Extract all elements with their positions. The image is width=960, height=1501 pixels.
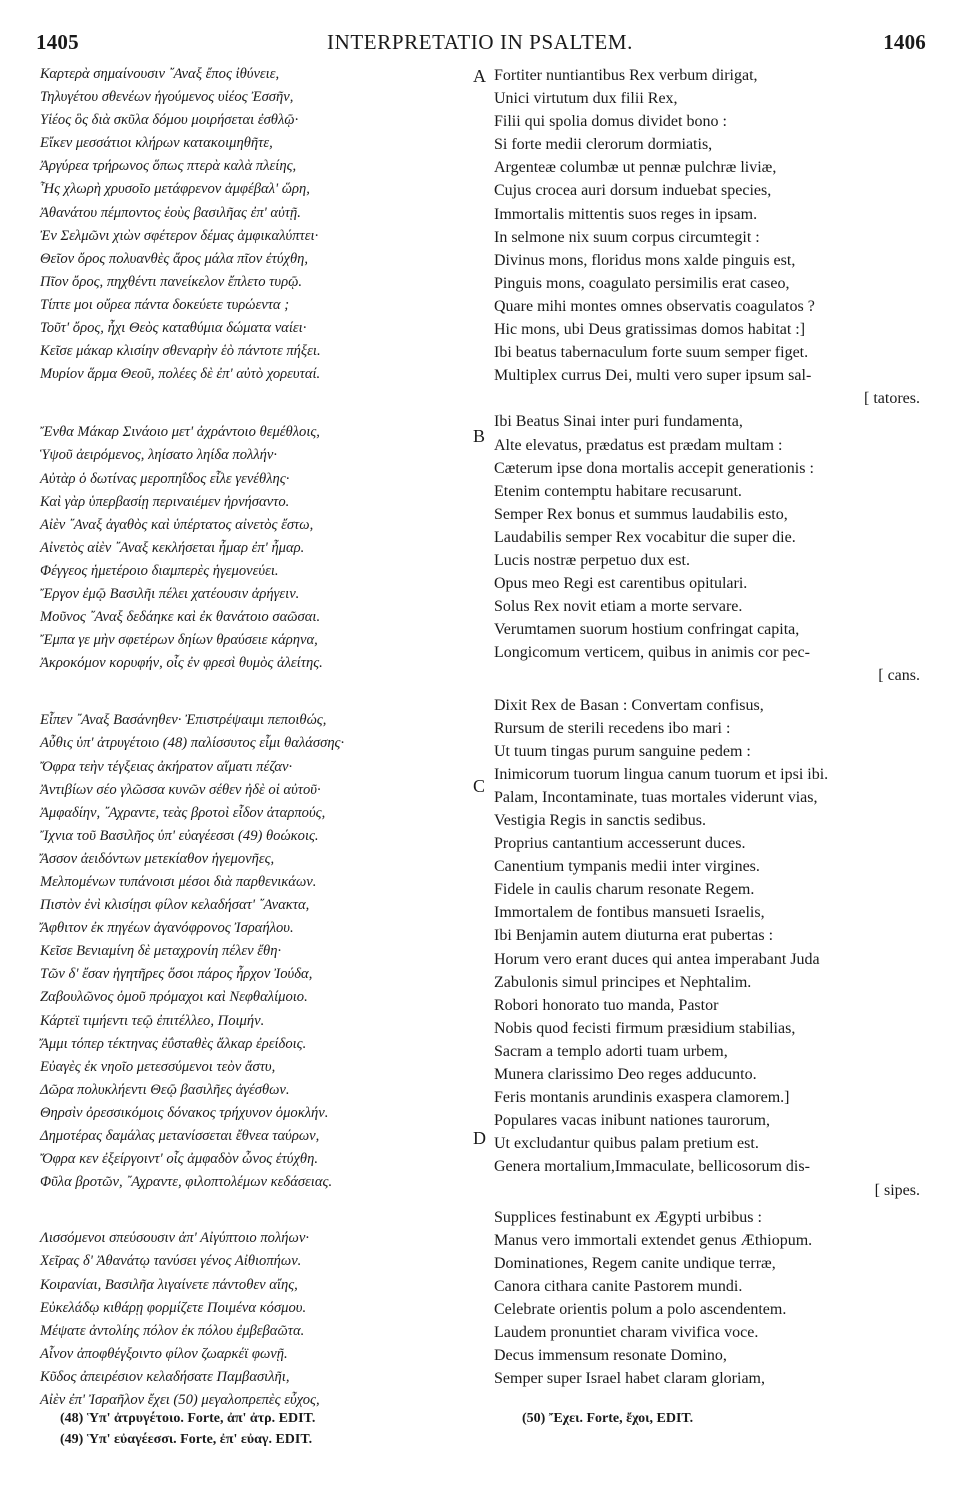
latin-line: Canora cithara canite Pastorem mundi.	[494, 1277, 743, 1295]
latin-line: Dominationes, Regem canite undique terræ,	[494, 1254, 776, 1272]
greek-line: Ζαβουλῶνος ὁμοῦ πρόμαχοι καὶ Νεφθαλίμοιο.	[40, 989, 308, 1006]
verse-continuation: [ sipes.	[874, 1181, 920, 1199]
greek-line: Ὄφρα τεὴν τέγξειας ἀκήρατον αἵματι πέζαν·	[40, 758, 293, 775]
greek-line: Κεῖσε Βενιαμίνη δὲ μεταχρονίη πέλεν ἔθη·	[40, 943, 282, 960]
greek-line: Εὐαγὲς ἐκ νηοῖο μετεσσύμενοι τεὸν ἄστυ,	[40, 1058, 276, 1075]
latin-line: Munera clarissimo Deo reges adducunto.	[494, 1066, 757, 1084]
latin-line: Robori honorato tuo manda, Pastor	[494, 996, 719, 1014]
latin-line: Cujus crocea auri dorsum induebat species,	[494, 182, 772, 200]
latin-line: Immortalem de fontibus mansueti Israelis,	[494, 904, 765, 922]
latin-line: Proprius cantantium accesserunt duces.	[494, 835, 746, 853]
greek-line: Κεῖσε μάκαρ κλισίην σθεναρὴν ἑὸ πάντοτε πήξει.	[40, 343, 321, 360]
latin-line: Nobis quod fecisti firmum præsidium stabilias,	[494, 1019, 796, 1037]
latin-line: Dixit Rex de Basan : Convertam confisus,	[494, 696, 764, 714]
latin-line: Ut tuum tingas purum sanguine pedem :	[494, 742, 751, 760]
latin-line: Multiplex currus Dei, multi vero super ipsum sal-	[494, 367, 812, 385]
footnote: (49) Ὑπ' εὐαγέεσσι. Forte, ἐπ' εὐαγ. EDIT.	[60, 1432, 313, 1447]
latin-line: Manus vero immortali extendet genus Æthiopum.	[494, 1231, 813, 1249]
latin-line: Opus meo Regi est carentibus opitulari.	[494, 575, 748, 593]
section-marker-b: B	[473, 426, 486, 446]
greek-line: Ὄφρα κεν ἐξείργοιντ' οἷς ἀμφαδὸν ὦνος ἐτύχθη.	[40, 1151, 318, 1168]
greek-line: Τηλυγέτου σθενέων ἡγούμενος υἱέος Ἐσσῆν,	[40, 89, 294, 106]
latin-line: Ibi Benjamin autem diuturna erat pubertas :	[494, 927, 774, 945]
latin-line: Laudem pronuntiet charam vivifica voce.	[494, 1324, 759, 1342]
latin-line: Si forte medii clerorum dormiatis,	[494, 136, 713, 154]
latin-line: Ibi Beatus Sinai inter puri fundamenta,	[494, 413, 743, 431]
latin-line: Feris montanis arundinis exaspera clamorem.]	[494, 1089, 790, 1107]
greek-line: Κοιρανίαι, Βασιλῆα λιγαίνετε πάντοθεν αἴης,	[40, 1276, 298, 1293]
latin-column	[494, 64, 934, 1390]
greek-line: Ἀκροκόμον κορυφήν, οἷς ἐν φρεσὶ θυμὸς ἀλείτης.	[40, 655, 323, 672]
latin-line: Decus immensum resonate Domino,	[494, 1347, 727, 1365]
right-page-number: 1406	[883, 30, 926, 54]
section-marker-a: A	[473, 66, 486, 86]
greek-line: Κῦδος ἀπειρέσιον κελαδήσατε Παμβασιλῆι,	[40, 1368, 290, 1385]
running-title: INTERPRETATIO IN PSALTEM.	[327, 30, 633, 54]
latin-line: Ibi beatus tabernaculum forte suum semper figet.	[494, 344, 809, 362]
section-marker-c: C	[473, 776, 486, 796]
latin-line: Alte elevatus, prædatus est prædam multam :	[494, 436, 783, 454]
latin-line: Vestigia Regis in sanctis sedibus.	[494, 812, 706, 829]
greek-line: Θεῖον ὄρος πολυανθὲς ἄρος μάλα πῖον ἐτύχθη,	[40, 250, 309, 267]
greek-line: Ἐν Σελμῶνι χιὼν σφέτερον δέμας ἀμφικαλύπτει·	[40, 227, 319, 244]
latin-line: Horum vero erant duces qui antea imperabant Juda	[494, 950, 820, 968]
greek-line: Ἄμμι τόπερ τέκτηνας ἐΰσταθὲς ἄλκαρ ἐρείδοις.	[40, 1035, 307, 1052]
greek-line: Ἀργύρεα τρήρωνος ὅπως πτερὰ καλὰ πλείης,	[40, 158, 297, 175]
greek-line: Ἴχνια τοῦ Βασιλῆος ὑπ' εὐαγέεσσι (49) θοώκοις.	[40, 827, 319, 844]
latin-line: Divinus mons, floridus mons xalde pinguis est,	[494, 251, 796, 269]
greek-line: Χεῖρας δ' Ἀθανάτῳ τανύσει γένος Αἰθιοπήων.	[40, 1253, 302, 1270]
greek-line: Θηρσὶν ὀρεσσικόμοις δόνακος τρήχυνον ὁμοκλήν.	[40, 1104, 329, 1121]
greek-line: Πιστὸν ἐνὶ κλισίῃσι φίλον κελαδήσατ' ῎Ανακτα,	[40, 897, 310, 914]
greek-line: Λισσόμενοι σπεύσουσιν ἀπ' Αἰγύπτοιο πολήων·	[40, 1230, 309, 1247]
greek-line: Τῶν δ' ἔσαν ἡγητῆρες ὅσοι πάρος ἦρχον Ἰούδα,	[40, 966, 313, 983]
greek-line: Υἱέος ὃς διὰ σκῦλα δόμου μοιρήσεται ἐσθλῷ·	[40, 112, 299, 129]
greek-line: Δημοτέρας δαμάλας μετανίσσεται ἔθνεα ταύρων,	[40, 1128, 320, 1145]
latin-line: Genera mortalium,Immaculate, bellicosorum dis-	[494, 1158, 810, 1176]
latin-line: Celebrate orientis polum a polo ascendentem.	[494, 1300, 787, 1318]
greek-line: Ἧς χλωρὴ χρυσοῖο μετάφρενον ἀμφέβαλ' ὥρη,	[40, 181, 310, 198]
footnote: (50) Ἔχει. Forte, ἔχοι, EDIT.	[522, 1411, 694, 1426]
latin-line: Etenim contemptu habitare recusarunt.	[494, 482, 742, 500]
latin-line: Quare mihi montes omnes observatis coagulatos ?	[494, 297, 815, 315]
greek-line: Ἔνθα Μάκαρ Σινάοιο μετ' ἀχράντοιο θεμέθλοις,	[40, 424, 320, 441]
latin-line: Sacram a templo adorti tuam urbem,	[494, 1042, 728, 1060]
greek-line: Ὑψοῦ ἀειρόμενος, ληίσατο ληίδα πολλήν·	[40, 447, 278, 464]
greek-line: Φῦλα βροτῶν, ῎Αχραντε, φιλοπτολέμων κεδάσειας.	[40, 1174, 333, 1191]
greek-line: Φέγγεος ἡμετέροιο διαμπερὲς ἡγεμονεύει.	[40, 562, 279, 579]
latin-line: Immortalis mittentis suos reges in ipsam.	[494, 205, 758, 223]
latin-line: Zabulonis simul principes et Nephtalim.	[494, 973, 752, 991]
latin-line: Canentium tympanis medii inter virgines.	[494, 858, 760, 876]
latin-line: Hic mons, ubi Deus gratissimas domos habitat :]	[494, 321, 806, 339]
greek-line: Μοῦνος ῎Αναξ δεδάηκε καὶ ἐκ θανάτοιο σαῶσαι.	[40, 609, 321, 626]
footnote: (48) Ὑπ' ἀτρυγέτοιο. Forte, ἀπ' ἀτρ. EDIT.	[60, 1411, 316, 1426]
latin-line: Inimicorum tuorum lingua canum tuorum et ipsi ibi.	[494, 765, 829, 783]
greek-line: Αἰὲν ἐπ' Ἰσραῆλον ἔχει (50) μεγαλοπρεπὲς εὖχος,	[40, 1391, 320, 1408]
greek-line: Εἴκεν μεσσάτιοι κλήρων κατακοιμηθῆτε,	[40, 135, 273, 152]
latin-line: Solus Rex novit etiam a morte servare.	[494, 598, 743, 616]
latin-line: Longicomum verticem, quibus in animis cor pec-	[494, 644, 810, 662]
latin-line: Fidele in caulis charum resonate Regem.	[494, 881, 755, 899]
greek-line: Αὐτὰρ ὁ δωτίνας μεροπηΐδος εἷλε γενέθλης·	[40, 470, 290, 487]
greek-line: Αἰνετὸς αἰὲν ῎Αναξ κεκλήσεται ἦμαρ ἐπ' ἦμαρ.	[40, 539, 305, 556]
latin-line: Cæterum ipse dona mortalis accepit generationis :	[494, 459, 814, 477]
footnotes-left	[60, 1408, 480, 1450]
latin-line: Ut excludantur quibus palam pretium est.	[494, 1135, 759, 1153]
greek-line: Αὖθις ὑπ' ἀτρυγέτοιο (48) παλίσσυτος εἶμι θαλάσσης·	[40, 735, 345, 752]
verse-continuation: [ tatores.	[864, 390, 920, 408]
greek-line: Τοῦτ' ὄρος, ἧχι Θεὸς καταθύμια δώματα ναίει·	[40, 320, 307, 337]
greek-line: Πῖον ὄρος, πηχθέντι πανείκελον ἔπλετο τυρῷ.	[40, 273, 303, 290]
latin-line: Populares vacas inibunt nationes taurorum,	[494, 1112, 770, 1130]
section-marker-d: D	[473, 1128, 486, 1148]
latin-line: Pinguis mons, coagulato persimilis erat caseo,	[494, 274, 790, 292]
greek-line: Καὶ γὰρ ὑπερβασίῃ περιναιέμεν ἠρνήσαντο.	[40, 493, 290, 510]
greek-line: Αἰὲν ῎Αναξ ἀγαθὸς καὶ ὑπέρτατος αἰνετὸς ἔστω,	[40, 516, 314, 533]
greek-line: Μελπομένων τυπάνοισι μέσοι διὰ παρθενικάων.	[40, 874, 317, 890]
left-page-number: 1405	[36, 30, 79, 54]
latin-line: Palam, Incontaminate, tuas mortales viderunt vias,	[494, 788, 818, 806]
greek-line: Κάρτεϊ τιμήεντι τεῷ ἐπιτέλλεο, Ποιμήν.	[40, 1012, 265, 1029]
page-header	[0, 30, 960, 60]
latin-line: Supplices festinabunt ex Ægypti urbibus :	[494, 1208, 762, 1226]
latin-line: Verumtamen suorum hostium confringat capita,	[494, 621, 800, 639]
latin-line: Lucis nostræ perpetuo dux est.	[494, 551, 690, 569]
latin-line: Fortiter nuntiantibus Rex verbum dirigat,	[494, 67, 758, 84]
latin-line: Filii qui spolia domus dividet bono :	[494, 113, 727, 131]
greek-line: Ἀμφαδίην, ῎Αχραντε, τεὰς βροτοὶ εἶδον ἀταρπούς,	[40, 804, 326, 821]
greek-line: Εἶπεν ῎Αναξ Βασάνηθεν· Ἐπιστρέψαιμι πεποιθώς,	[40, 712, 327, 729]
greek-column	[40, 63, 480, 1412]
footnotes-right	[522, 1408, 922, 1429]
greek-line: Μυρίον ἅρμα Θεοῦ, πολέες δὲ ἐπ' αὐτὸ χορευταί.	[40, 366, 321, 383]
greek-line: Ἀθανάτου πέμποντος ἑοὺς βασιλῆας ἐπ' αὐτῇ.	[40, 204, 301, 221]
latin-line: Semper Rex bonus et summus laudabilis esto,	[494, 505, 788, 523]
greek-line: Ἀντιβίων σέο γλῶσσα κυνῶν σέθεν ἠδὲ οἱ αὐτοῦ·	[40, 781, 321, 798]
greek-line: Ἔμπα γε μὴν σφετέρων δηίων θραύσειε κάρηνα,	[40, 632, 318, 649]
latin-line: Laudabilis semper Rex vocabitur die super die.	[494, 528, 796, 546]
latin-line: In selmone nix suum corpus circumtegit :	[494, 228, 760, 246]
latin-line: Rursum de sterili recedens ibo mari :	[494, 719, 731, 737]
greek-line: Ἄφθιτον ἐκ πηγέων ἀγανόφρονος Ἰσραήλου.	[40, 920, 294, 937]
greek-line: Αἶνον ἀποφθέγξοιντο φίλον ζωαρκέϊ φωνῇ.	[40, 1345, 288, 1362]
greek-line: Εὐκελάδῳ κιθάρῃ φορμίζετε Ποιμένα κόσμου.	[40, 1299, 307, 1316]
greek-line: Ἄσσον ἀειδόντων μετεκίαθον ἡγεμονῆες,	[40, 850, 275, 867]
greek-line: Καρτερὰ σημαίνουσιν ῎Αναξ ἔπος ἰθύνειε,	[40, 66, 280, 82]
greek-line: Μέψατε ἀντολίης πόλον ἐκ πόλου ἐμβεβαῶτα.	[40, 1322, 305, 1339]
latin-line: Argenteæ columbæ ut pennæ pulchræ liviæ,	[494, 159, 777, 177]
greek-line: Δῶρα πολυκλήεντι Θεῷ βασιλῆες ἀγέσθων.	[40, 1081, 290, 1098]
greek-line: Ἔργον ἐμῷ Βασιλῆι πέλει χατέουσιν ἀρήγειν.	[40, 585, 300, 602]
latin-line: Unici virtutum dux filii Rex,	[494, 90, 678, 108]
greek-line: Τίπτε μοι οὔρεα πάντα δοκεύετε τυρώεντα ;	[40, 296, 290, 313]
latin-line: Semper super Israel habet claram gloriam,	[494, 1370, 765, 1388]
verse-continuation: [ cans.	[878, 667, 920, 685]
